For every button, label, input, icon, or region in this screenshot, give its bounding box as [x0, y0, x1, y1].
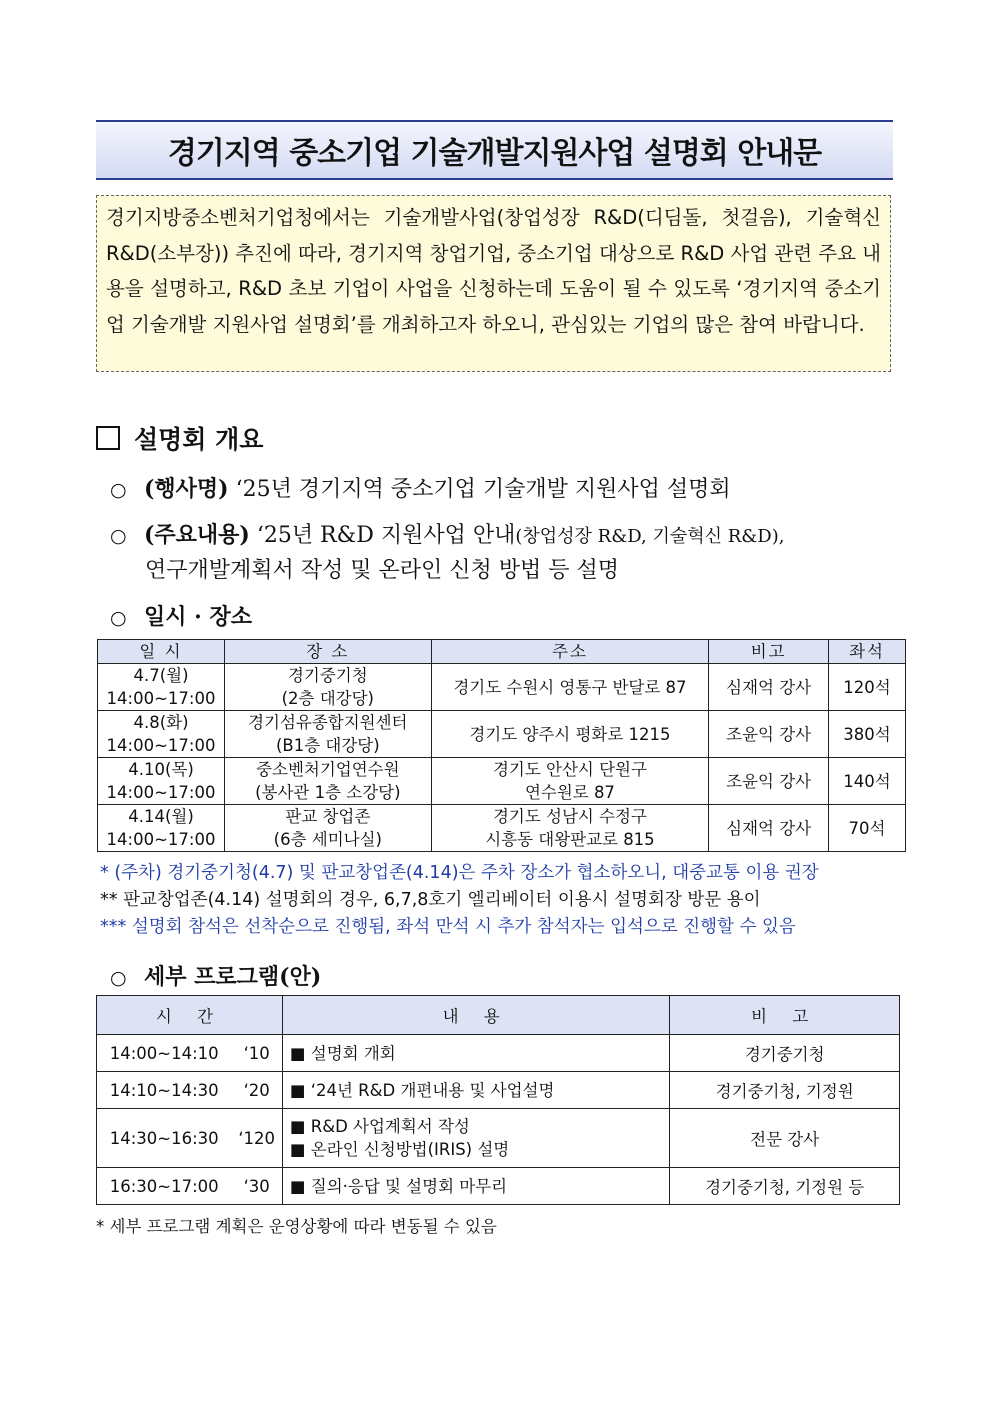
date-cell — [98, 805, 225, 852]
bullet-datetime — [110, 600, 252, 631]
duration-cell: ‘20 — [231, 1072, 282, 1109]
content-text-line2: 연구개발계획서 작성 및 온라인 신청 방법 등 설명 — [145, 558, 619, 583]
address: 경기도 안산시 단원구 — [492, 760, 647, 779]
elevator-note: ** 판교창업존(4.14) 설명회의 경우, 6,7,8호기 엘리베이터 이용시 설명회장 방문 용이 — [100, 890, 761, 910]
duration-cell: ‘30 — [231, 1168, 282, 1205]
header-note: 비고 — [709, 640, 829, 664]
table-row — [98, 758, 906, 805]
seats-cell: 70석 — [829, 805, 906, 852]
time-cell: 14:00~14:10 — [97, 1035, 232, 1072]
table-row — [98, 711, 906, 758]
address: 경기도 수원시 영통구 반달로 87 — [453, 677, 687, 697]
section-heading — [96, 420, 263, 456]
circle-bullet-icon: ○ — [110, 967, 127, 989]
date-cell — [98, 664, 225, 711]
content-cell — [282, 1109, 669, 1168]
schedule-table — [97, 639, 906, 852]
place-room: (6층 세미나실) — [273, 830, 382, 849]
seats-cell: 140석 — [829, 758, 906, 805]
header-content: 내 용 — [282, 996, 669, 1035]
place-cell — [224, 664, 431, 711]
schedule-header-row — [98, 640, 906, 664]
date-cell — [98, 758, 225, 805]
table-row — [97, 1109, 900, 1168]
page-title: 경기지역 중소기업 기술개발지원사업 설명회 안내문 — [167, 136, 822, 171]
content-item: ■ R&D 사업계획서 작성 — [289, 1117, 470, 1136]
content-label: (주요내용) — [144, 522, 250, 548]
program-title: 세부 프로그램(안) — [144, 964, 322, 990]
seating-note: *** 설명회 참석은 선착순으로 진행됨, 좌석 만석 시 추가 참석자는 입석으로 진행할 수 있음 — [100, 917, 796, 937]
remark-cell: 경기중기청, 기정원 등 — [670, 1168, 900, 1205]
place-room: (2층 대강당) — [281, 689, 374, 708]
bullet-event — [110, 472, 731, 503]
content-cell — [282, 1072, 669, 1109]
seats-cell: 380석 — [829, 711, 906, 758]
bullet-content — [110, 518, 785, 549]
time: 14:00~17:00 — [106, 783, 216, 802]
header-place: 장 소 — [224, 640, 431, 664]
date: 4.7(월) — [133, 666, 189, 685]
table-row — [98, 664, 906, 711]
parking-note: * (주차) 경기중기청(4.7) 및 판교창업존(4.14)은 주차 장소가 협소하오니, 대중교통 이용 권장 — [100, 863, 819, 883]
address-cell — [431, 805, 709, 852]
address-cell — [431, 758, 709, 805]
table-row — [98, 805, 906, 852]
seats-cell: 120석 — [829, 664, 906, 711]
date: 4.14(월) — [128, 807, 194, 826]
content-item: ■ 설명회 개회 — [289, 1043, 396, 1063]
note-cell: 조윤익 강사 — [709, 758, 829, 805]
place: 판교 창업존 — [285, 807, 371, 826]
content-item: ■ ‘24년 R&D 개편내용 및 사업설명 — [289, 1080, 555, 1100]
content-text-detail: (창업성장 R&D, 기술혁신 R&D), — [515, 526, 785, 547]
remark-cell: 경기중기청, 기정원 — [670, 1072, 900, 1109]
title-banner — [96, 120, 893, 180]
program-footnote: * 세부 프로그램 계획은 운영상황에 따라 변동될 수 있음 — [96, 1217, 497, 1236]
section-title: 설명회 개요 — [134, 425, 264, 454]
table-row — [97, 1072, 900, 1109]
content-cell — [282, 1035, 669, 1072]
header-seats: 좌석 — [829, 640, 906, 664]
program-header-row — [97, 996, 900, 1035]
duration-cell: ‘120 — [231, 1109, 282, 1168]
event-label: (행사명) — [144, 476, 229, 502]
header-date: 일 시 — [98, 640, 225, 664]
time-cell: 14:10~14:30 — [97, 1072, 232, 1109]
content-item: ■ 질의·응답 및 설명회 마무리 — [289, 1176, 508, 1196]
program-table — [96, 995, 900, 1205]
event-text: ‘25년 경기지역 중소기업 기술개발 지원사업 설명회 — [235, 477, 731, 502]
note-cell: 심재억 강사 — [709, 805, 829, 852]
time: 14:00~17:00 — [106, 830, 216, 849]
datetime-label: 일시 · 장소 — [144, 604, 252, 630]
place-cell — [224, 805, 431, 852]
address-line2: 시흥동 대왕판교로 815 — [485, 830, 655, 849]
address-cell — [431, 664, 709, 711]
address: 경기도 성남시 수정구 — [492, 807, 647, 826]
bullet-program — [110, 960, 321, 991]
place-room: (봉사관 1층 소강당) — [255, 783, 401, 802]
place: 경기섬유종합지원센터 — [248, 713, 408, 732]
circle-bullet-icon: ○ — [110, 607, 127, 629]
place-room: (B1층 대강당) — [275, 736, 380, 755]
note-cell: 심재억 강사 — [709, 664, 829, 711]
header-time: 시 간 — [97, 996, 283, 1035]
date: 4.8(화) — [133, 713, 189, 732]
date: 4.10(목) — [128, 760, 194, 779]
intro-box: 경기지방중소벤처기업청에서는 기술개발사업(창업성장 R&D(디딤돌, 첫걸음), 기술혁신 R&D(소부장)) 추진에 따라, 경기지역 창업기업, 중소기업 대상으로 R&D 사업 관련 주요 내용을 설명하고, R&D 초보 기업이 사업을 신청하는데 도움이 될 수 있도록 ‘경기지역 중소기업 기술개발 지원사업 설명회’를 개최하고자 하오니, 관심있는 기업의 많은 참여 바랍니다. — [96, 195, 891, 372]
place-cell — [224, 711, 431, 758]
content-cell — [282, 1168, 669, 1205]
table-row — [97, 1035, 900, 1072]
address: 경기도 양주시 평화로 1215 — [469, 724, 671, 744]
time: 14:00~17:00 — [106, 689, 216, 708]
content-item: ■ 온라인 신청방법(IRIS) 설명 — [289, 1140, 510, 1159]
duration-cell: ‘10 — [231, 1035, 282, 1072]
remark-cell: 경기중기청 — [670, 1035, 900, 1072]
content-text: ‘25년 R&D 지원사업 안내 — [256, 523, 516, 548]
remark-cell: 전문 강사 — [670, 1109, 900, 1168]
time-cell: 14:30~16:30 — [97, 1109, 232, 1168]
checkbox-icon — [96, 426, 120, 450]
place: 경기중기청 — [287, 666, 368, 685]
time: 14:00~17:00 — [106, 736, 216, 755]
date-cell — [98, 711, 225, 758]
header-remark: 비 고 — [670, 996, 900, 1035]
table-row — [97, 1168, 900, 1205]
place: 중소벤처기업연수원 — [256, 760, 400, 779]
place-cell — [224, 758, 431, 805]
time-cell: 16:30~17:00 — [97, 1168, 232, 1205]
header-address: 주소 — [431, 640, 709, 664]
note-cell: 조윤익 강사 — [709, 711, 829, 758]
address-cell — [431, 711, 709, 758]
circle-bullet-icon: ○ — [110, 479, 127, 501]
circle-bullet-icon: ○ — [110, 525, 127, 547]
address-line2: 연수원로 87 — [524, 783, 615, 802]
